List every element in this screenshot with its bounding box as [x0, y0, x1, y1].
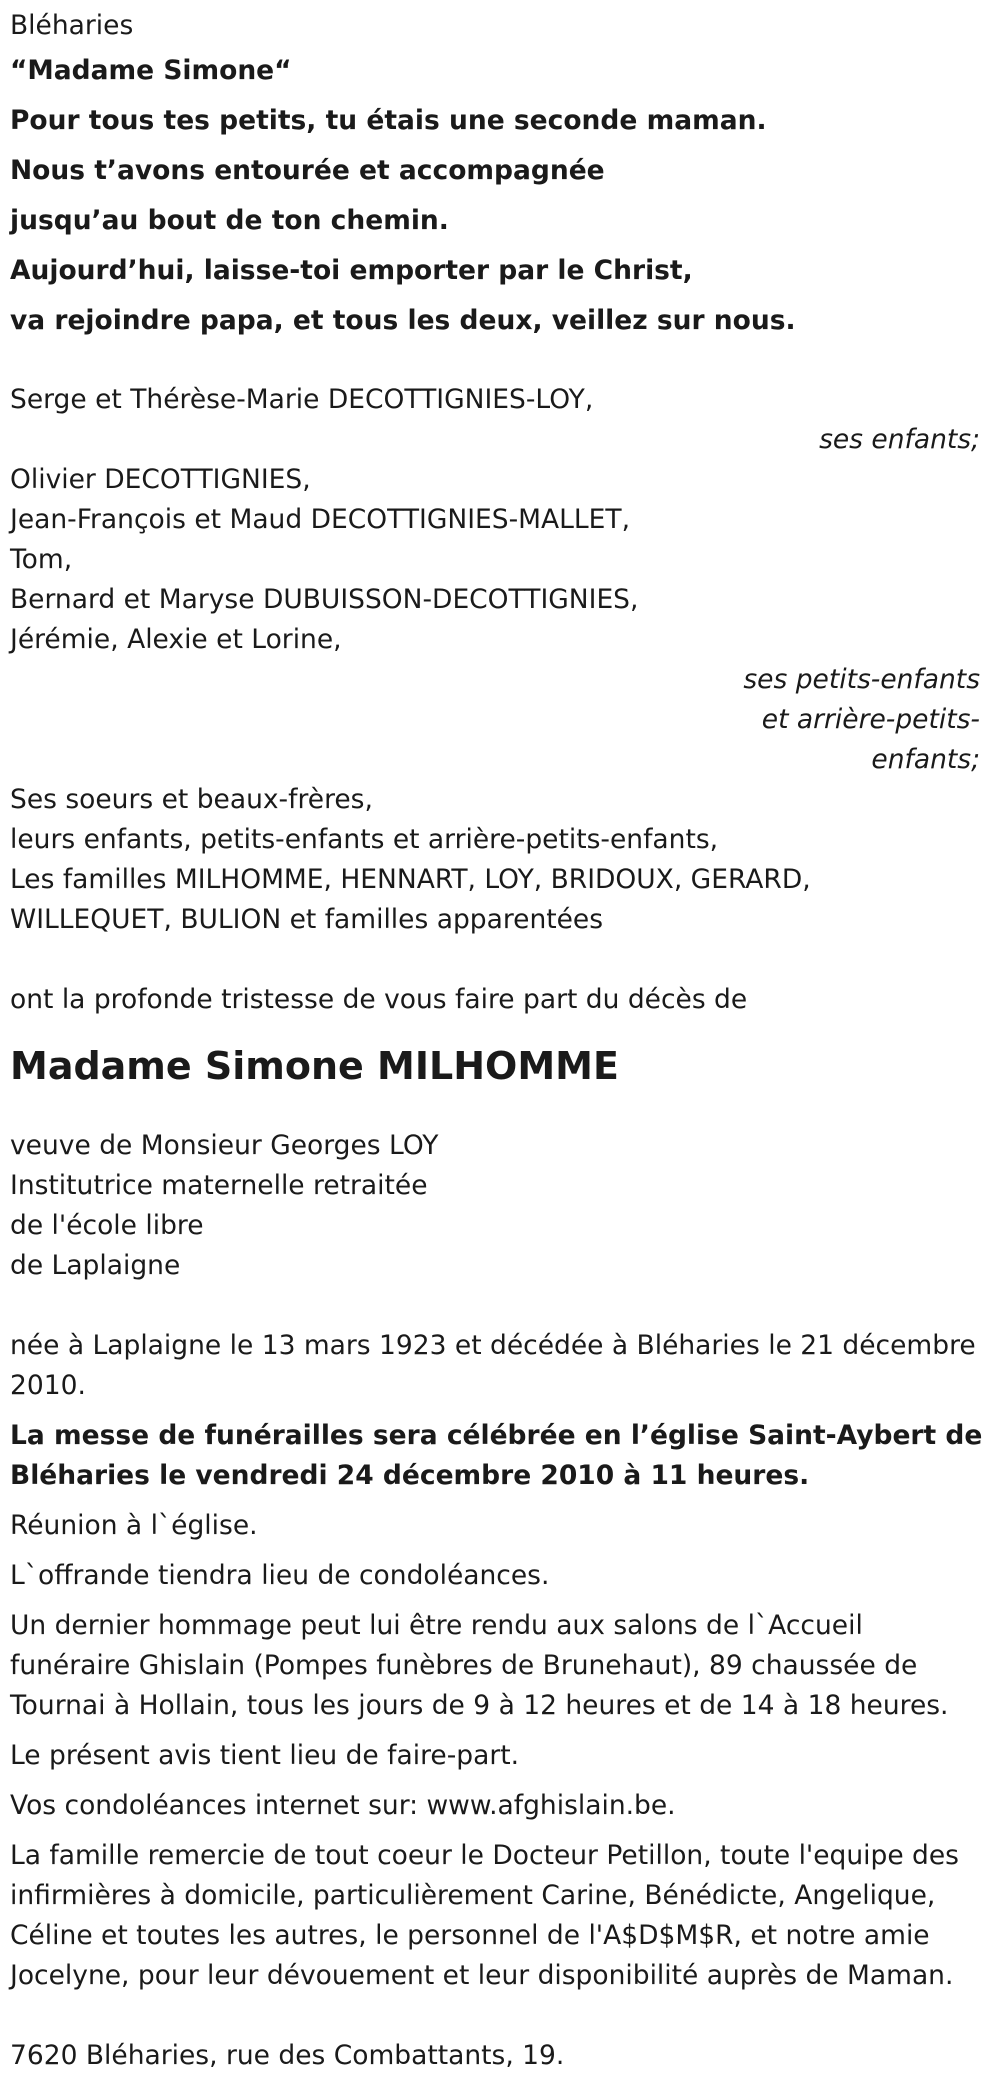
announcement-intro: ont la profonde tristesse de vous faire part du décès de — [10, 984, 748, 1015]
poem-block — [10, 46, 990, 346]
birth-death-dates: née à Laplaigne le 13 mars 1923 et décédée à Bléharies le 21 décembre — [10, 1330, 976, 1361]
deceased-detail: veuve de Monsieur Georges LOY — [10, 1130, 439, 1161]
birth-death-dates: 2010. — [10, 1370, 86, 1401]
poem-line: Nous t’avons entourée et accompagnée — [10, 155, 605, 186]
deceased-detail: de Laplaigne — [10, 1250, 181, 1281]
grandchild-line: Jérémie, Alexie et Lorine, — [10, 624, 342, 655]
grandchildren-label: enfants; — [871, 744, 980, 775]
grandchild-line: Tom, — [10, 544, 73, 575]
location-heading: Bléharies — [10, 10, 134, 41]
relatives-line: Les familles MILHOMME, HENNART, LOY, BRIDOUX, GERARD, — [10, 864, 811, 895]
children-label: ses enfants; — [819, 424, 980, 455]
poem-line: va rejoindre papa, et tous les deux, veillez sur nous. — [10, 305, 796, 336]
poem-line: Pour tous tes petits, tu étais une seconde maman. — [10, 105, 767, 136]
grandchildren-label: et arrière-petits- — [761, 704, 980, 735]
meeting-info: Réunion à l`église. — [10, 1510, 258, 1541]
poem-line: Aujourd’hui, laisse-toi emporter par le Christ, — [10, 255, 693, 286]
relatives-line: leurs enfants, petits-enfants et arrière-petits-enfants, — [10, 824, 719, 855]
mass-info: La messe de funérailles sera célébrée en l’église Saint-Aybert de — [10, 1420, 983, 1451]
homage-info: funéraire Ghislain (Pompes funèbres de Brunehaut), 89 chaussée de — [10, 1650, 918, 1681]
grandchild-line: Jean-François et Maud DECOTTIGNIES-MALLET, — [10, 504, 631, 535]
announcement-section — [10, 980, 990, 2076]
offering-info: L`offrande tiendra lieu de condoléances. — [10, 1560, 550, 1591]
header-section — [10, 0, 990, 346]
homage-info: Tournai à Hollain, tous les jours de 9 à 12 heures et de 14 à 18 heures. — [10, 1690, 949, 1721]
thanks-info: Céline et toutes les autres, le personnel de l'A$D$M$R, et notre amie — [10, 1920, 930, 1951]
grandchildren-label: ses petits-enfants — [743, 664, 980, 695]
address-info: 7620 Bléharies, rue des Combattants, 19. — [10, 2040, 565, 2071]
thanks-info: infirmières à domicile, particulièrement Carine, Bénédicte, Angelique, — [10, 1880, 936, 1911]
notice-info: Le présent avis tient lieu de faire-part. — [10, 1740, 520, 1771]
thanks-info: La famille remercie de tout coeur le Docteur Petillon, toute l'equipe des — [10, 1840, 959, 1871]
quote-title: “Madame Simone“ — [10, 55, 292, 86]
children-names: Serge et Thérèse-Marie DECOTTIGNIES-LOY, — [10, 384, 594, 415]
poem-line: jusqu’au bout de ton chemin. — [10, 205, 449, 236]
grandchild-line: Olivier DECOTTIGNIES, — [10, 464, 311, 495]
relatives-line: WILLEQUET, BULION et familles apparentées — [10, 904, 604, 935]
family-section — [10, 380, 990, 940]
deceased-detail: Institutrice maternelle retraitée — [10, 1170, 428, 1201]
deceased-detail: de l'école libre — [10, 1210, 204, 1241]
relatives-line: Ses soeurs et beaux-frères, — [10, 784, 373, 815]
mass-info: Bléharies le vendredi 24 décembre 2010 à 11 heures. — [10, 1460, 810, 1491]
homage-info: Un dernier hommage peut lui être rendu aux salons de l`Accueil — [10, 1610, 863, 1641]
condolences-info: Vos condoléances internet sur: www.afghislain.be. — [10, 1790, 676, 1821]
thanks-info: Jocelyne, pour leur dévouement et leur disponibilité auprès de Maman. — [10, 1960, 954, 1991]
grandchild-line: Bernard et Maryse DUBUISSON-DECOTTIGNIES, — [10, 584, 639, 615]
deceased-name: Madame Simone MILHOMME — [10, 1044, 619, 1088]
